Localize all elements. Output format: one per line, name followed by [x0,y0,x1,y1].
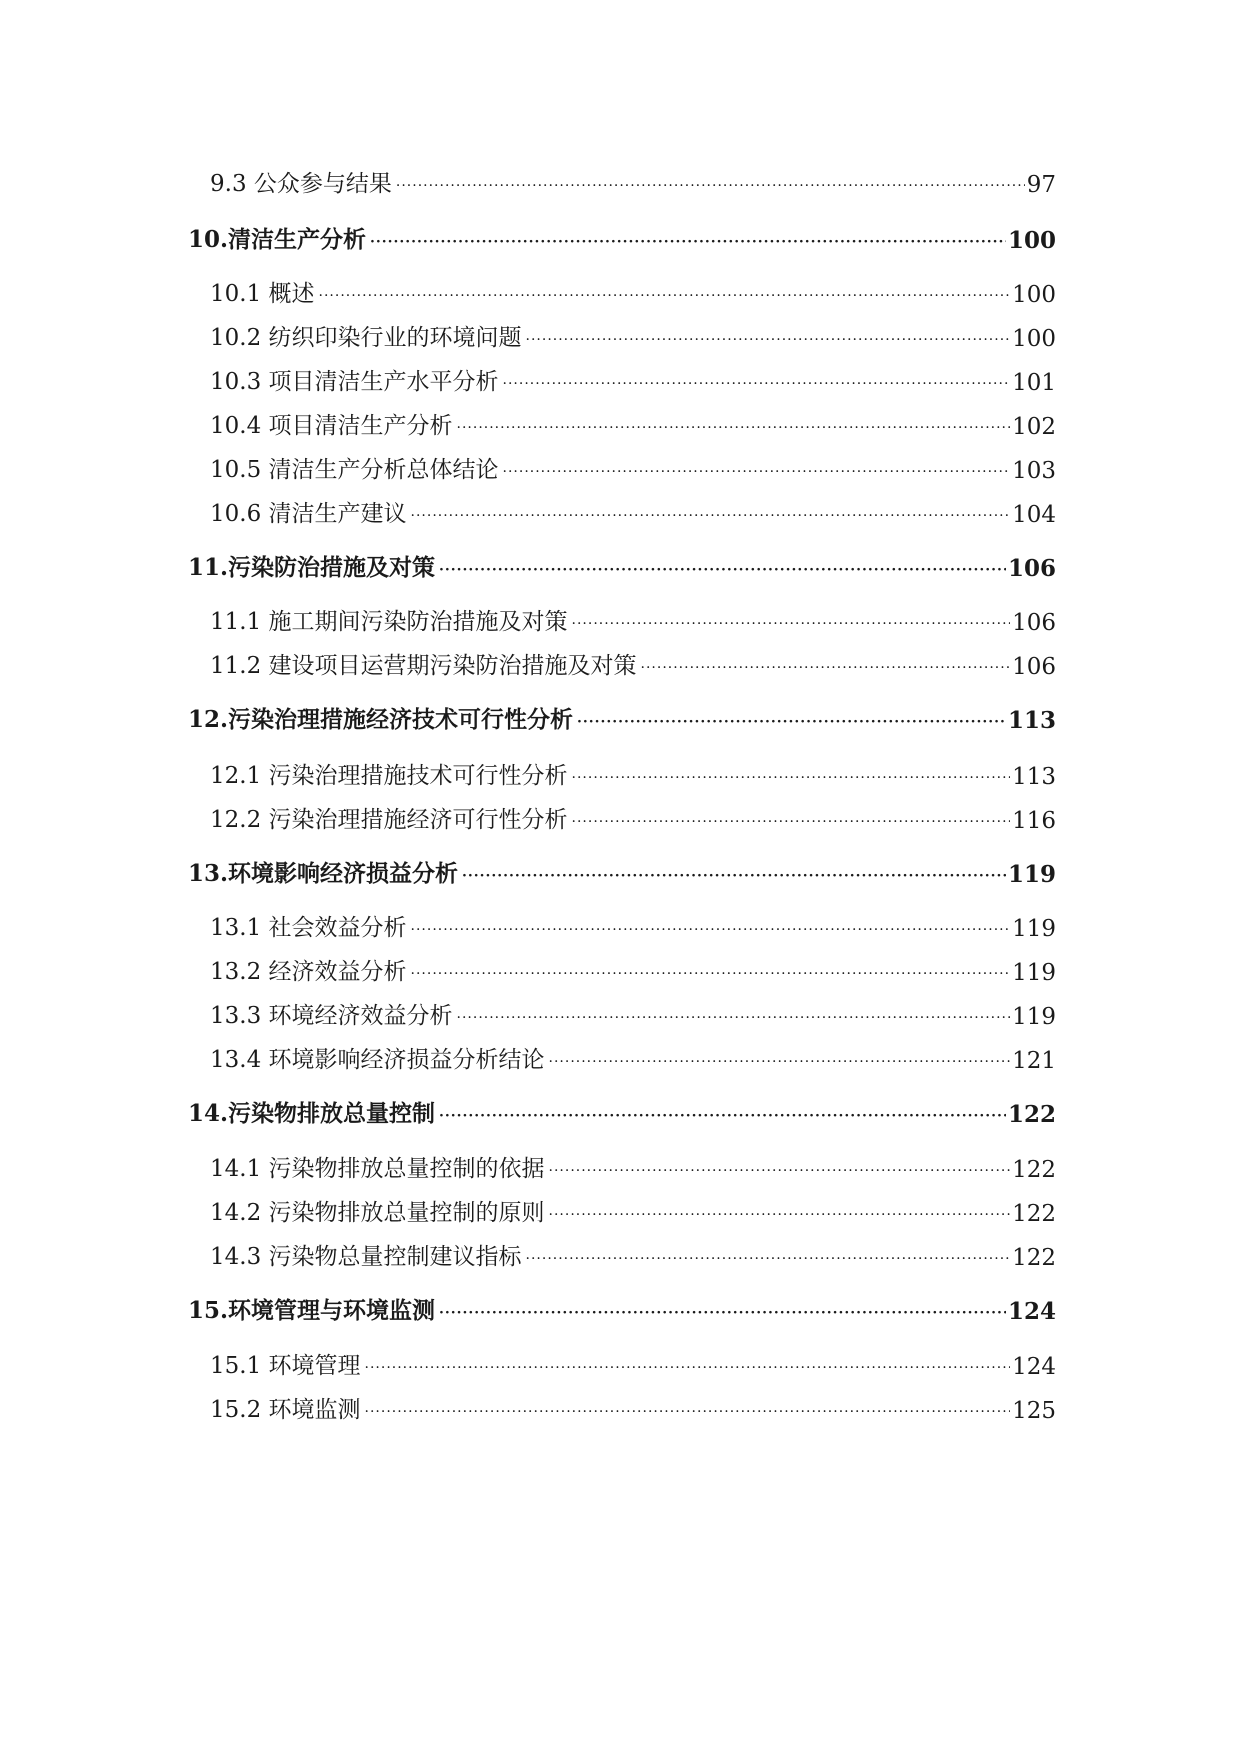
toc-entry-page: 104 [1012,502,1056,528]
toc-chapter[interactable] [188,1285,1056,1325]
toc-entry[interactable] [210,902,1056,942]
toc-entry-page: 103 [1012,458,1056,484]
toc-entry-page: 101 [1012,370,1056,396]
toc-leader-dots [549,1054,1011,1070]
toc-leader-dots [549,1163,1011,1179]
toc-entry-page: 119 [1012,1004,1056,1030]
toc-chapter-title: 15.环境管理与环境监测 [188,1297,436,1324]
toc-entry-title: 10.6 清洁生产建议 [210,501,407,527]
toc-entry-page: 124 [1012,1354,1056,1380]
toc-chapter[interactable] [188,1088,1056,1128]
toc-chapter-title: 14.污染物排放总量控制 [188,1100,436,1127]
toc-leader-dots [439,562,1006,578]
toc-leader-dots [365,1360,1011,1376]
toc-entry-title: 14.3 污染物总量控制建议指标 [210,1244,522,1270]
toc-leader-dots [572,616,1011,632]
toc-entry[interactable] [210,990,1056,1030]
toc-leader-dots [396,178,1025,194]
toc-entry-title: 15.2 环境监测 [210,1397,361,1423]
toc-entry[interactable] [210,946,1056,986]
toc-chapter[interactable] [188,542,1056,582]
toc-entry-page: 102 [1012,414,1056,440]
toc-entry-page: 113 [1012,764,1056,790]
toc-entry-page: 122 [1012,1201,1056,1227]
toc-entry-title: 11.2 建设项目运营期污染防治措施及对策 [210,653,637,679]
toc-chapter-title: 10.清洁生产分析 [188,226,367,253]
toc-entry-title: 10.2 纺织印染行业的环境问题 [210,325,522,351]
toc-leader-dots [411,508,1011,524]
toc-leader-dots [370,234,1006,250]
toc-entry-title: 14.2 污染物排放总量控制的原则 [210,1200,545,1226]
toc-entry-title: 10.3 项目清洁生产水平分析 [210,369,499,395]
toc-entry-page: 97 [1026,172,1056,198]
toc-leader-dots [526,332,1011,348]
toc-entry-title: 13.4 环境影响经济损益分析结论 [210,1047,545,1073]
toc-leader-dots [457,1010,1011,1026]
toc-leader-dots [411,966,1011,982]
toc-leader-dots [572,814,1011,830]
toc-entry[interactable] [210,750,1056,790]
toc-entry[interactable] [210,1187,1056,1227]
toc-entry-page: 119 [1012,916,1056,942]
toc-entry-page: 125 [1012,1398,1056,1424]
toc-leader-dots [577,714,1006,730]
toc-entry-page: 100 [1012,282,1056,308]
toc-entry[interactable] [210,1231,1056,1271]
toc-entry[interactable] [210,356,1056,396]
toc-leader-dots [503,464,1011,480]
toc-leader-dots [526,1251,1011,1267]
toc-entry-title: 10.4 项目清洁生产分析 [210,413,453,439]
toc-entry-title: 9.3 公众参与结果 [210,171,392,197]
toc-chapter-title: 11.污染防治措施及对策 [188,554,436,581]
toc-leader-dots [549,1207,1011,1223]
toc-leader-dots [365,1404,1011,1420]
toc-leader-dots [641,660,1011,676]
toc-leader-dots [319,288,1011,304]
toc-entry-page: 116 [1012,808,1056,834]
toc-entry-title: 15.1 环境管理 [210,1353,361,1379]
toc-entry[interactable] [210,596,1056,636]
toc-leader-dots [411,922,1011,938]
toc-entry[interactable] [210,400,1056,440]
toc-entry-page: 122 [1012,1245,1056,1271]
toc-entry[interactable] [210,794,1056,834]
toc-leader-dots [462,868,1006,884]
toc-entry-title: 13.3 环境经济效益分析 [210,1003,453,1029]
toc-entry-page: 119 [1012,960,1056,986]
toc-leader-dots [439,1108,1006,1124]
toc-entry-title: 14.1 污染物排放总量控制的依据 [210,1156,545,1182]
toc-chapter-title: 13.环境影响经济损益分析 [188,860,459,887]
toc-entry-title: 13.1 社会效益分析 [210,915,407,941]
toc-entry-title: 10.5 清洁生产分析总体结论 [210,457,499,483]
toc-entry[interactable] [210,1143,1056,1183]
toc-entry-page: 106 [1012,654,1056,680]
toc-entry[interactable] [210,640,1056,680]
toc-chapter-page: 113 [1007,707,1056,734]
toc-entry-title: 10.1 概述 [210,281,315,307]
toc-chapter-page: 124 [1007,1298,1056,1325]
toc-leader-dots [439,1305,1006,1321]
toc-entry-title: 13.2 经济效益分析 [210,959,407,985]
toc-entry[interactable] [210,312,1056,352]
toc-chapter[interactable] [188,214,1056,254]
toc-entry-page: 121 [1012,1048,1056,1074]
toc-entry-title: 12.2 污染治理措施经济可行性分析 [210,807,568,833]
toc-leader-dots [457,420,1011,436]
toc-entry-title: 11.1 施工期间污染防治措施及对策 [210,609,568,635]
toc-entry[interactable] [210,1384,1056,1424]
toc-chapter[interactable] [188,694,1056,734]
toc-chapter[interactable] [188,848,1056,888]
toc-entry[interactable] [210,444,1056,484]
toc-entry-page: 122 [1012,1157,1056,1183]
toc-entry[interactable] [210,1034,1056,1074]
toc-chapter-page: 122 [1007,1101,1056,1128]
toc-entry[interactable] [210,268,1056,308]
toc-entry-page: 106 [1012,610,1056,636]
toc-leader-dots [572,770,1011,786]
toc-entry[interactable] [210,488,1056,528]
toc-chapter-page: 100 [1007,227,1056,254]
toc-chapter-title: 12.污染治理措施经济技术可行性分析 [188,706,574,733]
toc-entry[interactable] [210,1340,1056,1380]
toc-entry[interactable] [210,158,1056,198]
toc-entry-page: 100 [1012,326,1056,352]
toc-leader-dots [503,376,1011,392]
toc-chapter-page: 119 [1007,861,1056,888]
toc-chapter-page: 106 [1007,555,1056,582]
toc-entry-title: 12.1 污染治理措施技术可行性分析 [210,763,568,789]
